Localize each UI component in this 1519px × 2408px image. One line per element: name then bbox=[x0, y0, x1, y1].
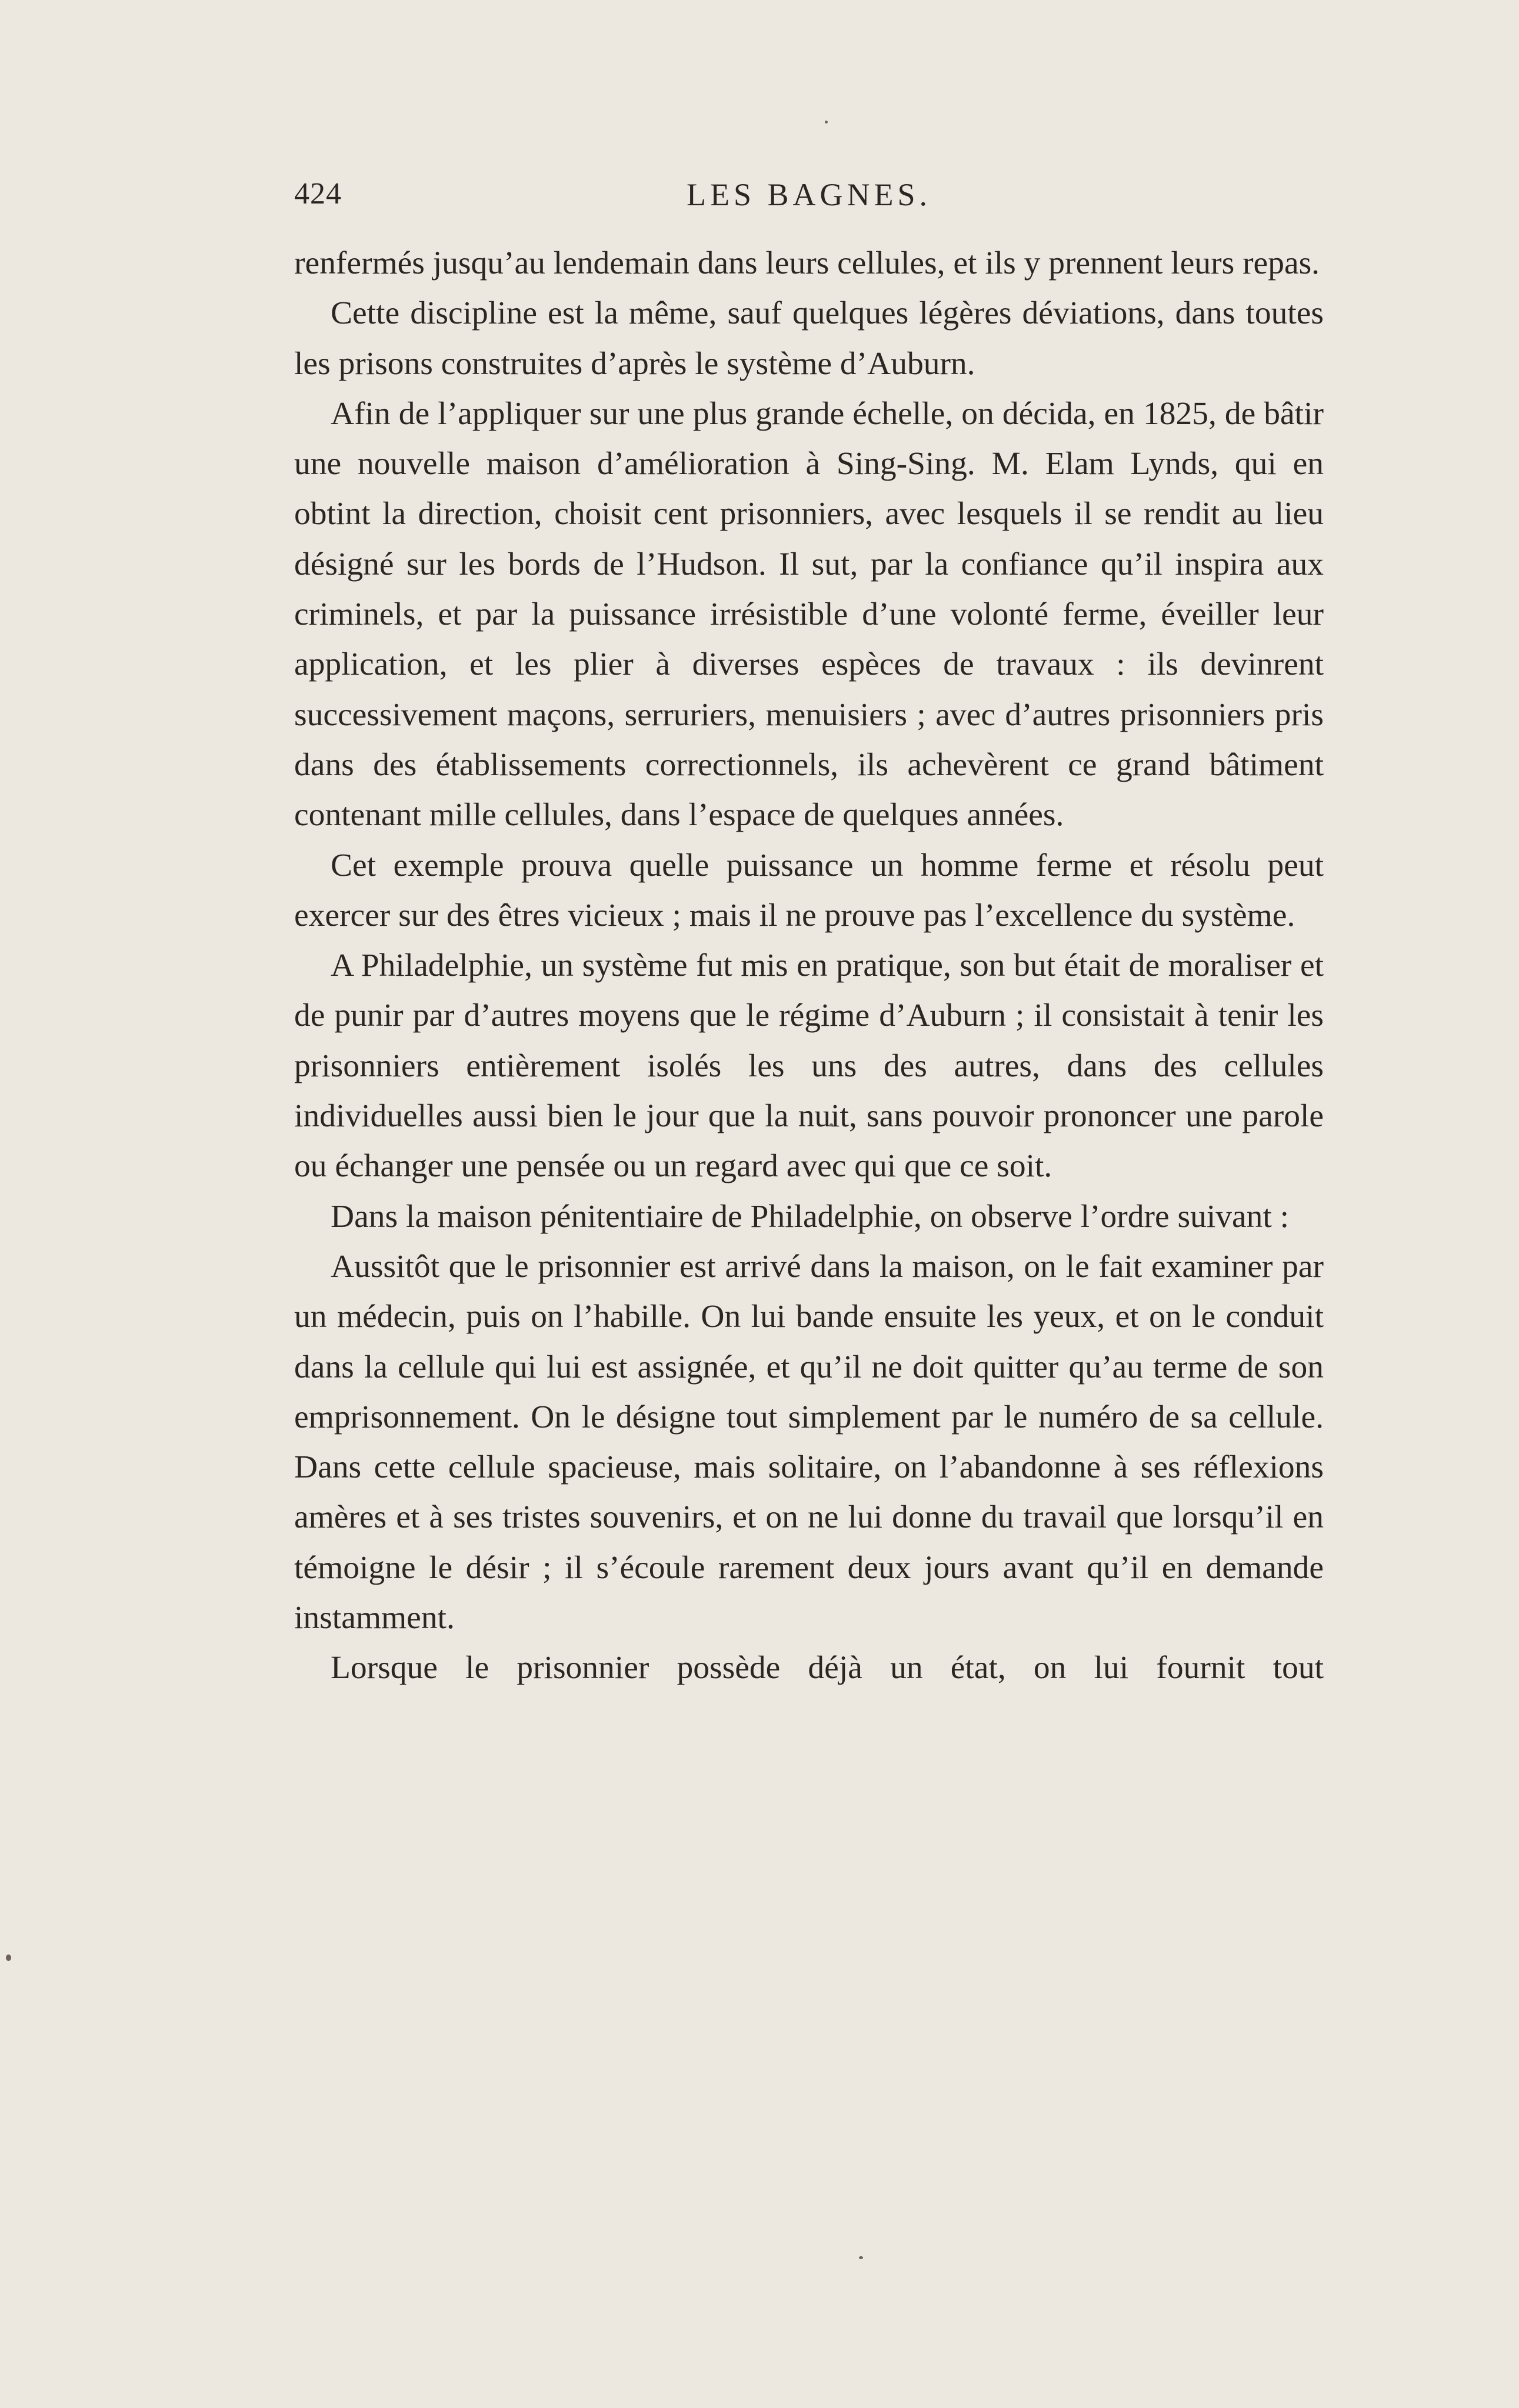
paragraph: Cet exemple prouva quelle puissance un homme ferme et résolu peut exercer sur des êtres vicieux ; mais il ne prouve pas l’excellence du système. bbox=[294, 847, 1324, 933]
paper-speck bbox=[825, 121, 828, 124]
body-text bbox=[294, 238, 1324, 1693]
paragraph-continued: Lorsque le prisonnier possède déjà un état, on lui fournit tout bbox=[331, 1650, 1324, 1686]
paragraph: Afin de l’appliquer sur une plus grande échelle, on décida, en 1825, de bâtir une nouvelle maison d’amélioration à Sing-Sing. M. Elam Lynds, qui en obtint la direction, choisit cent prisonniers, avec lesquels il se rendit au lieu désigné sur les bords de l’Hudson. Il sut, par la confiance qu’il inspira aux criminels, et par la puissance irrésistible d’une volonté ferme, éveiller leur application, et les plier à diverses espèces de travaux : ils devinrent successivement maçons, serruriers, menuisiers ; avec d’autres prisonniers pris dans des établissements correctionnels, ils achevèrent ce grand bâtiment contenant mille cellules, dans l’espace de quelques années. bbox=[294, 395, 1324, 833]
running-title: LES BAGNES. bbox=[686, 177, 932, 212]
page-header bbox=[294, 176, 1324, 232]
paragraph: A Philadelphie, un système fut mis en pratique, son but était de moraliser et de punir par d’autres moyens que le régime d’Auburn ; il consistait à tenir les prisonniers entièrement isolés les uns des autres, dans des cellules individuelles aussi bien le jour que la nuit, sans pouvoir prononcer une parole ou échanger une pensée ou un regard avec qui que ce soit. bbox=[294, 948, 1324, 1185]
paragraph: Cette discipline est la même, sauf quelques légères déviations, dans toutes les prisons construites d’après le système d’Auburn. bbox=[294, 295, 1324, 382]
paragraph: Dans la maison pénitentiaire de Philadelphie, on observe l’ordre suivant : bbox=[331, 1198, 1290, 1235]
page-number: 424 bbox=[294, 177, 342, 211]
paragraph: renfermés jusqu’au lendemain dans leurs cellules, et ils y prennent leurs repas. bbox=[294, 245, 1320, 281]
paper-speck bbox=[6, 1955, 11, 1961]
paragraph: Aussitôt que le prisonnier est arrivé dans la maison, on le fait examiner par un médecin, puis on l’habille. On lui bande ensuite les yeux, et on le conduit dans la cellule qui lui est assignée, et qu’il ne doit quitter qu’au terme de son emprisonnement. On le désigne tout simplement par le numéro de sa cellule. Dans cette cellule spacieuse, mais solitaire, on l’abandonne à ses réflexions amères et à ses tristes souvenirs, et on ne lui donne du travail que lorsqu’il en témoigne le désir ; il s’écoule rarement deux jours avant qu’il en demande instamment. bbox=[294, 1248, 1324, 1636]
paper-speck bbox=[859, 2256, 863, 2259]
